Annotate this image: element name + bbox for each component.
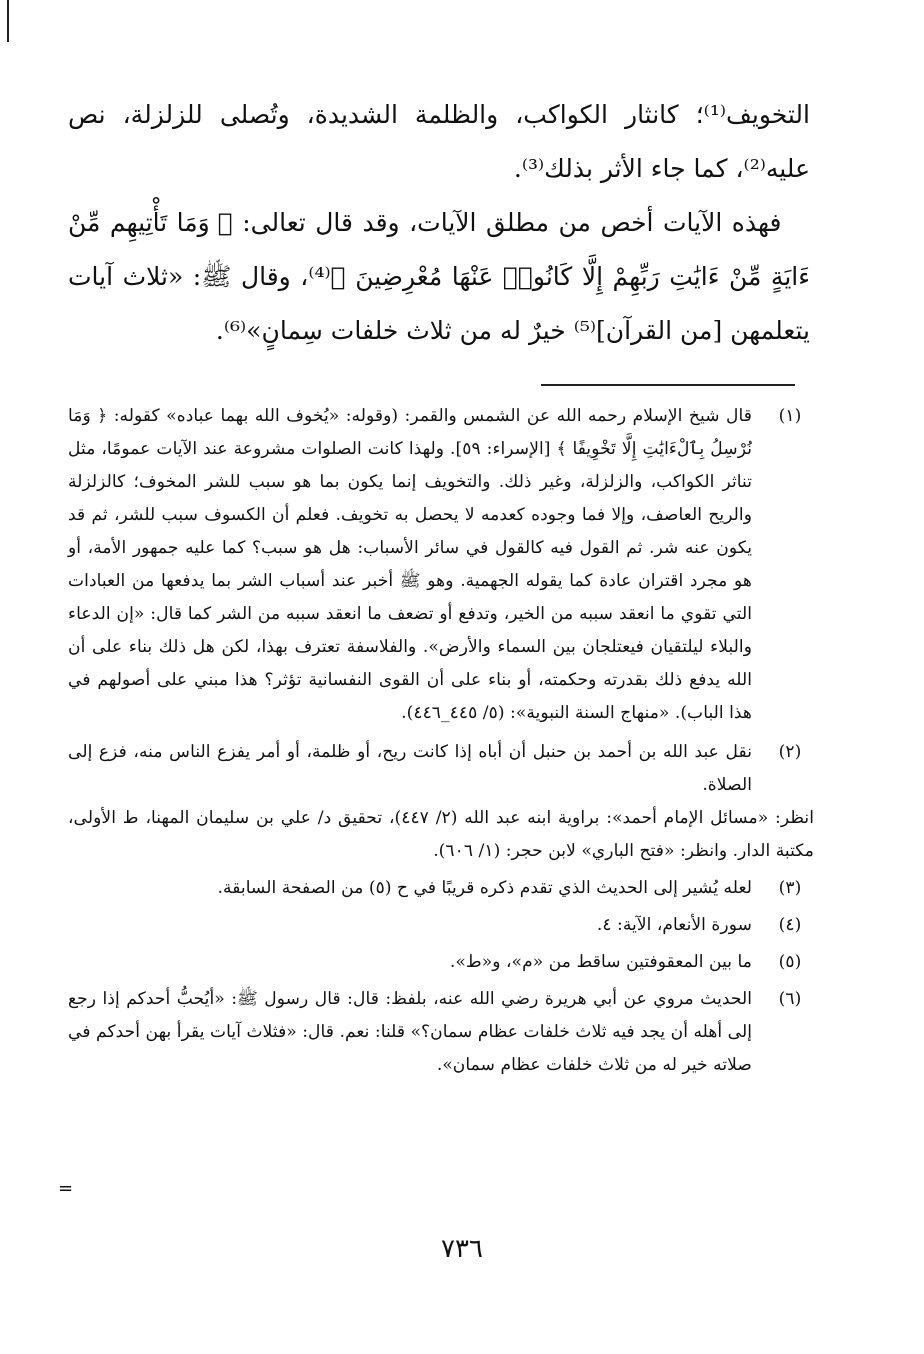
footnote-text: الحديث مروي عن أبي هريرة رضي الله عنه، بلفظ: قال: قال رسول ﷺ: «أيُحبُّ أحدكم إذا رجع إلى أهله أن يجد فيه ثلاث خلفات عظام سمان؟» قلنا: نعم. قال: «فثلاث آيات يقرأ بهن أحدكم في صلاته خير له من ثلاث خلفات عظام سمان».	[68, 989, 752, 1075]
main-paragraph-2	[68, 196, 810, 358]
footnote-text: ما بين المعقوفتين ساقط من «م»، و«ط».	[449, 952, 752, 972]
footnote-number: (١)	[778, 406, 802, 426]
footnote-number: (٣)	[778, 878, 802, 898]
main-text-block	[68, 88, 810, 358]
footnote-2	[68, 736, 814, 868]
footnote-number: (٤)	[778, 915, 802, 935]
main-paragraph-2-intro: فهذه الآيات أخص من مطلق الآيات، وقد قال تعالى:	[232, 208, 782, 237]
footnote-text: سورة الأنعام، الآية: ٤.	[596, 915, 752, 935]
footnote-divider	[541, 384, 795, 386]
footnote-1	[68, 400, 814, 730]
footnote-4	[68, 909, 814, 942]
footnote-text: نقل عبد الله بن أحمد بن حنبل أن أباه إذا كانت ريح، أو ظلمة، أو أمر يفزع الناس منه، فزع إلى الصلاة.	[68, 742, 752, 795]
continuation-mark: =	[58, 1178, 74, 1199]
page-number: ٧٣٦	[441, 1234, 483, 1264]
footnote-text: لعله يُشير إلى الحديث الذي تقدم ذكره قريبًا في ح (٥) من الصفحة السابقة.	[217, 878, 752, 898]
footnote-number: (٥)	[778, 952, 802, 972]
footnote-subtext: انظر: «مسائل الإمام أحمد»: براوية ابنه عبد الله (٢/ ٤٤٧)، تحقيق د/ علي بن سليمان المهنا، ط الأولى، مكتبة الدار. وانظر: «فتح الباري» لابن حجر: (١/ ٦٠٦).	[68, 808, 814, 861]
scan-edge-line	[7, 0, 9, 42]
footnote-6	[68, 983, 814, 1082]
footnote-3	[68, 872, 814, 905]
main-paragraph-2-rest: ، وقال ﷺ: «ثلاث آيات يتعلمهن [من القرآن]⁽⁵⁾ خيرٌ له من ثلاث خلفات سِمانٍ»⁽⁶⁾.	[68, 262, 810, 345]
quran-verse: ﴿ وَمَا تَأْتِيهِم مِّنْ ءَايَةٍ مِّنْ ءَايَٰتِ رَبِّهِمْ إِلَّا كَانُوا۟ عَنْهَا مُعْرِضِينَ ﴾⁽⁴⁾	[68, 208, 810, 291]
footnotes-section	[68, 400, 814, 1082]
footnote-number: (٢)	[778, 742, 802, 762]
main-paragraph-1: التخويف⁽¹⁾؛ كانثار الكواكب، والظلمة الشديدة، وتُصلى للزلزلة، نص عليه⁽²⁾، كما جاء الأثر بذلك⁽³⁾.	[68, 100, 810, 183]
footnote-5	[68, 946, 814, 979]
footnote-text: قال شيخ الإسلام رحمه الله عن الشمس والقمر: (وقوله: «يُخوف الله بهما عباده» كقوله: ﴿ وَمَا نُرْسِلُ بِٱلْءَايَٰتِ إِلَّا تَخْوِيفًا ﴾ [الإسراء: ٥٩]. ولهذا كانت الصلوات مشروعة عند الآيات عمومًا، مثل تناثر الكواكب، والزلزلة، وغير ذلك. والتخويف إنما يكون بما هو سبب للشر المخوف؛ كالزلزلة والريح العاصف، وإلا فما وجوده كعدمه لا يحصل به تخويف. فعلم أن الكسوف سبب للشر، ثم قد يكون عنه شر. ثم القول فيه كالقول في سائر الأسباب: هل هو سبب؟ كما عليه جمهور الأمة، أو هو مجرد اقتران عادة كما يقوله الجهمية. وهو ﷺ أخبر عند أسباب الشر بما يدفعها من العبادات التي تقوي ما انعقد سببه من الخير، وتدفع أو تضعف ما انعقد سببه من الشر كما قال: «إن الدعاء والبلاء ليلتقيان فيعتلجان بين السماء والأرض». والفلاسفة تعترف بهذا، لكن هل ذلك بناء على أن الله يدفع ذلك بقدرته وحكمته، أو بناء على أن القوى النفسانية تؤثر؟ هذا مبني على أصولهم في هذا الباب). «منهاج السنة النبوية»: (٥/ ٤٤٥_٤٤٦).	[68, 406, 752, 723]
footnote-number: (٦)	[778, 989, 802, 1009]
